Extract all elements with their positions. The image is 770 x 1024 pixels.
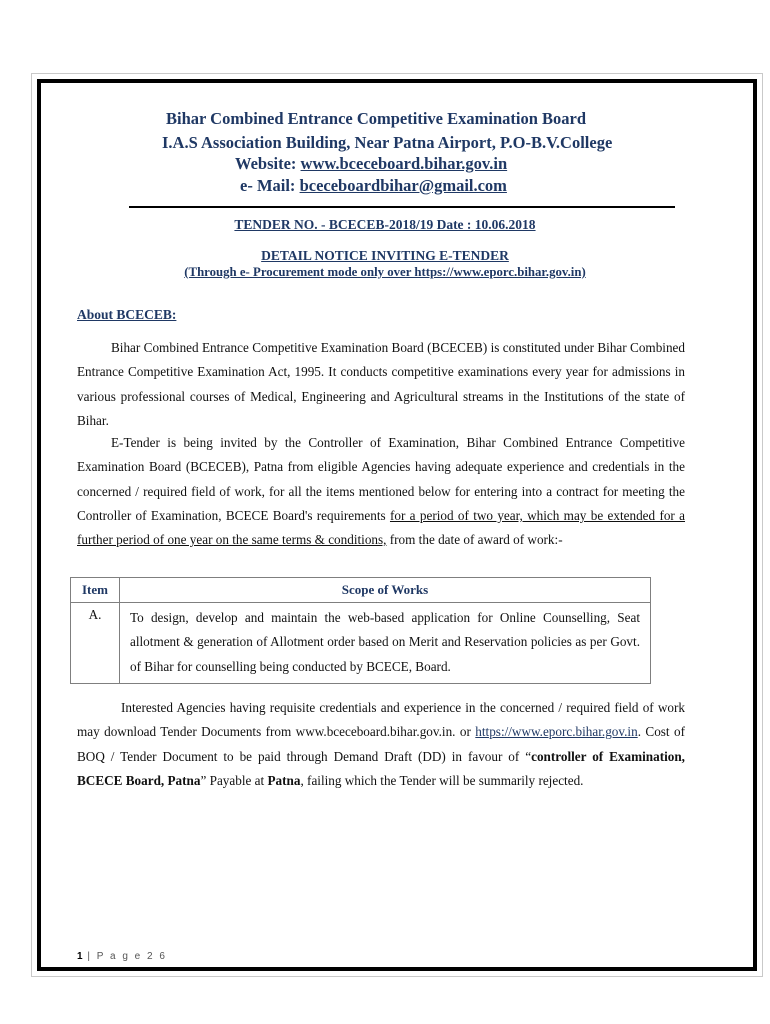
scope-of-works-table [70, 577, 651, 684]
table-row [71, 603, 651, 684]
board-name: Bihar Combined Entrance Competitive Examination Board [166, 109, 587, 128]
board-address: I.A.S Association Building, Near Patna Airport, P.O-B.V.College [162, 133, 613, 152]
about-paragraph-1-text: Bihar Combined Entrance Competitive Examination Board (BCECEB) is constituted under Bihar Combined Entrance Competitive Examination Act, 1995. It conducts competitive examinations every year for admissions in various professional courses of Medical, Engineering and Agricultural streams in the Institutions of the state of Bihar. [77, 340, 685, 428]
about-paragraph-1 [77, 336, 685, 433]
interested-agencies-paragraph [77, 696, 685, 793]
interest-text-end: , failing which the Tender will be summarily rejected. [300, 772, 584, 788]
notice-title: DETAIL NOTICE INVITING E-TENDER [261, 248, 509, 263]
table-header-row [71, 578, 651, 603]
item-cell: A. [71, 603, 120, 684]
header-divider [129, 206, 675, 208]
email-line [240, 176, 507, 196]
website-link[interactable]: www.bceceboard.bihar.gov.in [300, 154, 508, 173]
page-label: P a g e 2 6 [96, 951, 167, 962]
interest-text-mid: . Cost of BOQ / Tender Document to be paid through Demand Draft (DD) in favour of “ [77, 724, 685, 764]
about-paragraph-2-end: from the date of award of work:- [386, 532, 563, 548]
about-paragraph-2 [77, 431, 685, 552]
about-heading: About BCECEB: [77, 307, 177, 322]
contract-period-text: for a period of two year, which may be extended for a further period of one year on the same terms & conditions, [77, 507, 686, 548]
footer-separator: | [82, 951, 97, 962]
interest-text-start: Interested Agencies having requisite credentials and experience in the concerned / required field of work may download Tender Documents from www.bceceboard.bihar.gov.in. or [77, 700, 685, 740]
page-footer [77, 951, 167, 962]
interest-text-mid2: ” Payable at [200, 772, 268, 788]
scope-column-header: Scope of Works [120, 578, 651, 603]
website-label: Website: [235, 154, 301, 173]
website-line [235, 154, 507, 174]
item-column-header: Item [71, 578, 120, 603]
about-paragraph-2-start: E-Tender is being invited by the Controller of Examination, Bihar Combined Entrance Competitive Examination Board (BCECEB), Patna from eligible Agencies having adequate experience and credentials in the concerned / required field of work, for all the items mentioned below for entering into a contract for meeting the Controller of Examination, BCECE Board's requirements [77, 435, 685, 523]
scope-cell: To design, develop and maintain the web-based application for Online Counselling, Seat allotment & generation of Allotment order based on Merit and Reservation policies as per Govt. of Bihar for counselling being conducted by BCECE, Board. [120, 603, 651, 684]
eporc-link[interactable]: https://www.eporc.bihar.gov.in [475, 724, 638, 740]
email-link[interactable]: bceceboardbihar@gmail.com [299, 176, 507, 195]
tender-number: TENDER NO. - BCECEB-2018/19 Date : 10.06.2018 [234, 217, 536, 232]
payable-place: Patna [267, 772, 301, 788]
page-number: 1 [77, 951, 83, 962]
email-label: e- Mail: [240, 176, 300, 195]
payee-name: controller of Examination, BCECE Board, Patna [77, 748, 685, 788]
notice-subtitle: (Through e- Procurement mode only over https://www.eporc.bihar.gov.in) [184, 265, 586, 279]
